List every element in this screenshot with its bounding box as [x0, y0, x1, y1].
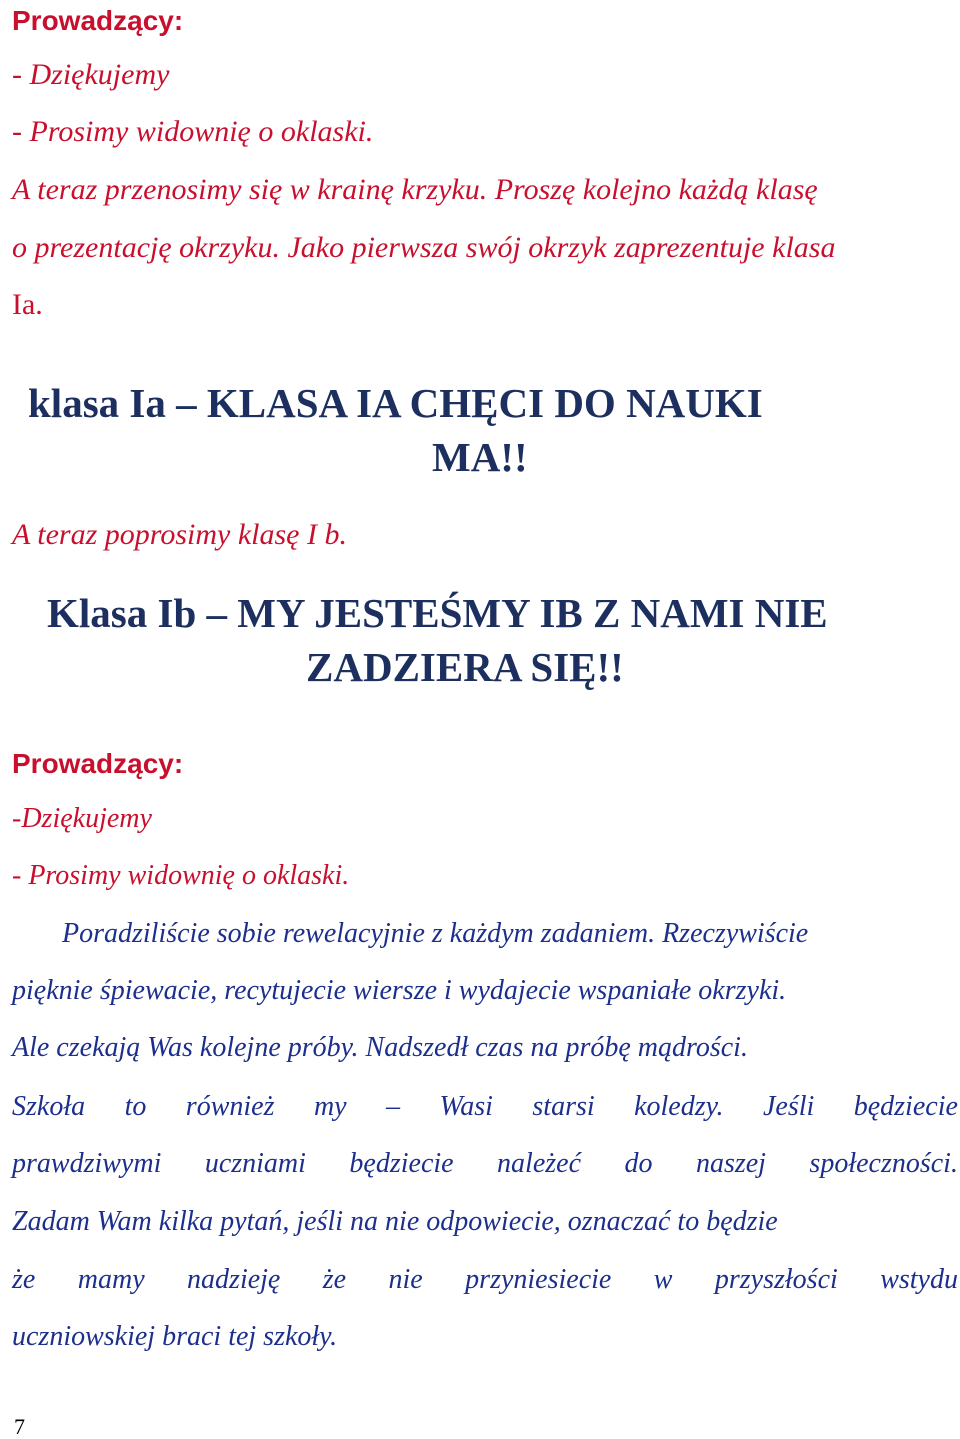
word: będziecie — [853, 1091, 958, 1122]
page-number: 7 — [14, 1414, 25, 1439]
word: Jeśli — [762, 1091, 815, 1122]
applause-line: - Prosimy widownię o oklaski. — [12, 115, 374, 148]
word: Wasi — [439, 1091, 493, 1122]
speech-line-2: pięknie śpiewacie, recytujecie wiersze i wydajecie wspaniałe okrzyki. — [12, 975, 787, 1006]
word: nie — [388, 1264, 423, 1295]
word: to — [124, 1091, 147, 1122]
speaker-label: Prowadzący: — [12, 5, 184, 36]
word: społeczności. — [809, 1148, 958, 1179]
word: prawdziwymi — [12, 1148, 162, 1179]
word: koledzy. — [634, 1091, 724, 1122]
word: będziecie — [349, 1148, 454, 1179]
announcement-line-2: o prezentację okrzyku. Jako pierwsza swój okrzyk zaprezentuje klasa — [12, 231, 836, 264]
word: naszej — [695, 1148, 766, 1179]
word: również — [185, 1091, 275, 1122]
word: należeć — [497, 1148, 582, 1179]
word: my — [313, 1091, 347, 1122]
word: do — [624, 1148, 653, 1179]
speech-line-1: Poradziliście sobie rewelacyjnie z każdym zadaniem. Rzeczywiście — [62, 918, 809, 949]
word: uczniami — [204, 1148, 306, 1179]
shout-ia-line-1: klasa Ia – KLASA IA CHĘCI DO NAUKI — [28, 380, 763, 426]
word: – — [386, 1091, 401, 1122]
shout-ib-line-2: ZADZIERA SIĘ!! — [306, 644, 624, 690]
announcement-line-1: A teraz przenosimy się w krainę krzyku. Proszę kolejno każdą klasę — [12, 173, 818, 206]
speech-line-5 — [12, 1150, 958, 1178]
speech-line-8: uczniowskiej braci tej szkoły. — [12, 1321, 338, 1352]
thanks-line: - Dziękujemy — [12, 58, 170, 91]
word: nadzieję — [187, 1264, 281, 1295]
speech-line-3: Ale czekają Was kolejne próby. Nadszedł czas na próbę mądrości. — [12, 1032, 748, 1063]
word: przyniesiecie — [465, 1264, 612, 1295]
word: że — [322, 1264, 347, 1295]
shout-ia-line-2: MA!! — [432, 434, 528, 480]
word: wstydu — [880, 1264, 958, 1295]
speech-line-4 — [12, 1093, 958, 1121]
word: Szkoła — [12, 1091, 86, 1122]
word: w — [653, 1264, 673, 1295]
word: przyszłości — [714, 1264, 838, 1295]
word: starsi — [532, 1091, 595, 1122]
speech-line-6: Zadam Wam kilka pytań, jeśli na nie odpowiecie, oznaczać to będzie — [12, 1206, 778, 1237]
word: mamy — [77, 1264, 145, 1295]
speaker-label-2: Prowadzący: — [12, 748, 184, 779]
speech-line-7 — [12, 1266, 958, 1294]
announcement-line-3: Ia. — [12, 288, 43, 321]
thanks-line-2: -Dziękujemy — [12, 803, 152, 834]
applause-line-2: - Prosimy widownię o oklaski. — [12, 860, 350, 891]
shout-ib-line-1: Klasa Ib – MY JESTEŚMY IB Z NAMI NIE — [47, 590, 828, 636]
announcement-class-ib: A teraz poprosimy klasę I b. — [12, 518, 347, 551]
word: że — [12, 1264, 36, 1295]
